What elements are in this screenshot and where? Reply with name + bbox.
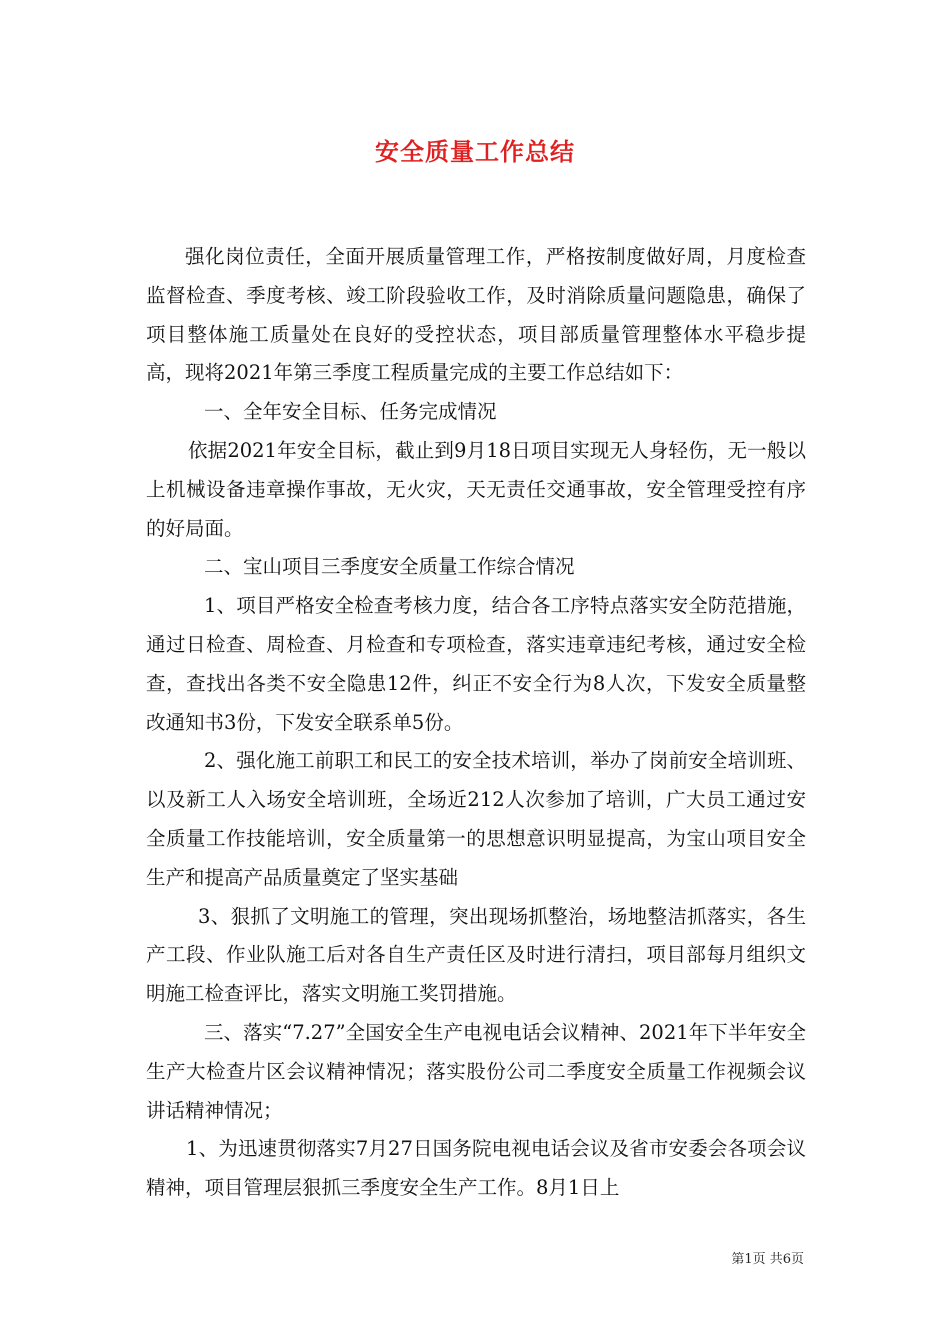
paragraph-item-1: 1、项目严格安全检查考核力度，结合各工序特点落实安全防范措施，通过日检查、周检查、月检查和专项检查，落实违章违纪考核，通过安全检查，查找出各类不安全隐患12件，纠正不安全行为8人次，下发安全质量整改通知书3份，下发安全联系单5份。 <box>146 594 806 734</box>
section-heading-3: 三、落实“7.27”全国安全生产电视电话会议精神、2021年下半年安全生产大检查片区会议精神情况；落实股份公司二季度安全质量工作视频会议讲话精神情况； <box>146 1020 806 1122</box>
page-number: 第1页 共6页 <box>731 1252 804 1267</box>
intro-paragraph: 强化岗位责任，全面开展质量管理工作，严格按制度做好周，月度检查监督检查、季度考核、竣工阶段验收工作，及时消除质量问题隐患，确保了项目整体施工质量处在良好的受控状态，项目部质量管理整体水平稳步提高，现将2021年第三季度工程质量完成的主要工作总结如下： <box>146 245 806 385</box>
paragraph-item-3: 3、狠抓了文明施工的管理，突出现场抓整治，场地整洁抓落实，各生产工段、作业队施工后对各自生产责任区及时进行清扫，项目部每月组织文明施工检查评比，落实文明施工奖罚措施。 <box>146 904 806 1006</box>
paragraph-safety-goal: 依据2021年安全目标，截止到9月18日项目实现无人身轻伤，无一般以上机械设备违章操作事故，无火灾，天无责任交通事故，安全管理受控有序的好局面。 <box>146 438 806 540</box>
document-title: 安全质量工作总结 <box>375 137 575 166</box>
section-heading-1: 一、全年安全目标、任务完成情况 <box>204 400 497 424</box>
section-heading-2: 二、宝山项目三季度安全质量工作综合情况 <box>204 555 575 579</box>
document-body <box>146 238 806 1208</box>
paragraph-item-2: 2、强化施工前职工和民工的安全技术培训，举办了岗前安全培训班、以及新工人入场安全培训班，全场近212人次参加了培训，广大员工通过安全质量工作技能培训，安全质量第一的思想意识明显提高，为宝山项目安全生产和提高产品质量奠定了坚实基础 <box>146 749 806 889</box>
paragraph-item-3-1: 1、为迅速贯彻落实7月27日国务院电视电话会议及省市安委会各项会议精神，项目管理层狠抓三季度安全生产工作。8月1日上 <box>146 1137 806 1200</box>
